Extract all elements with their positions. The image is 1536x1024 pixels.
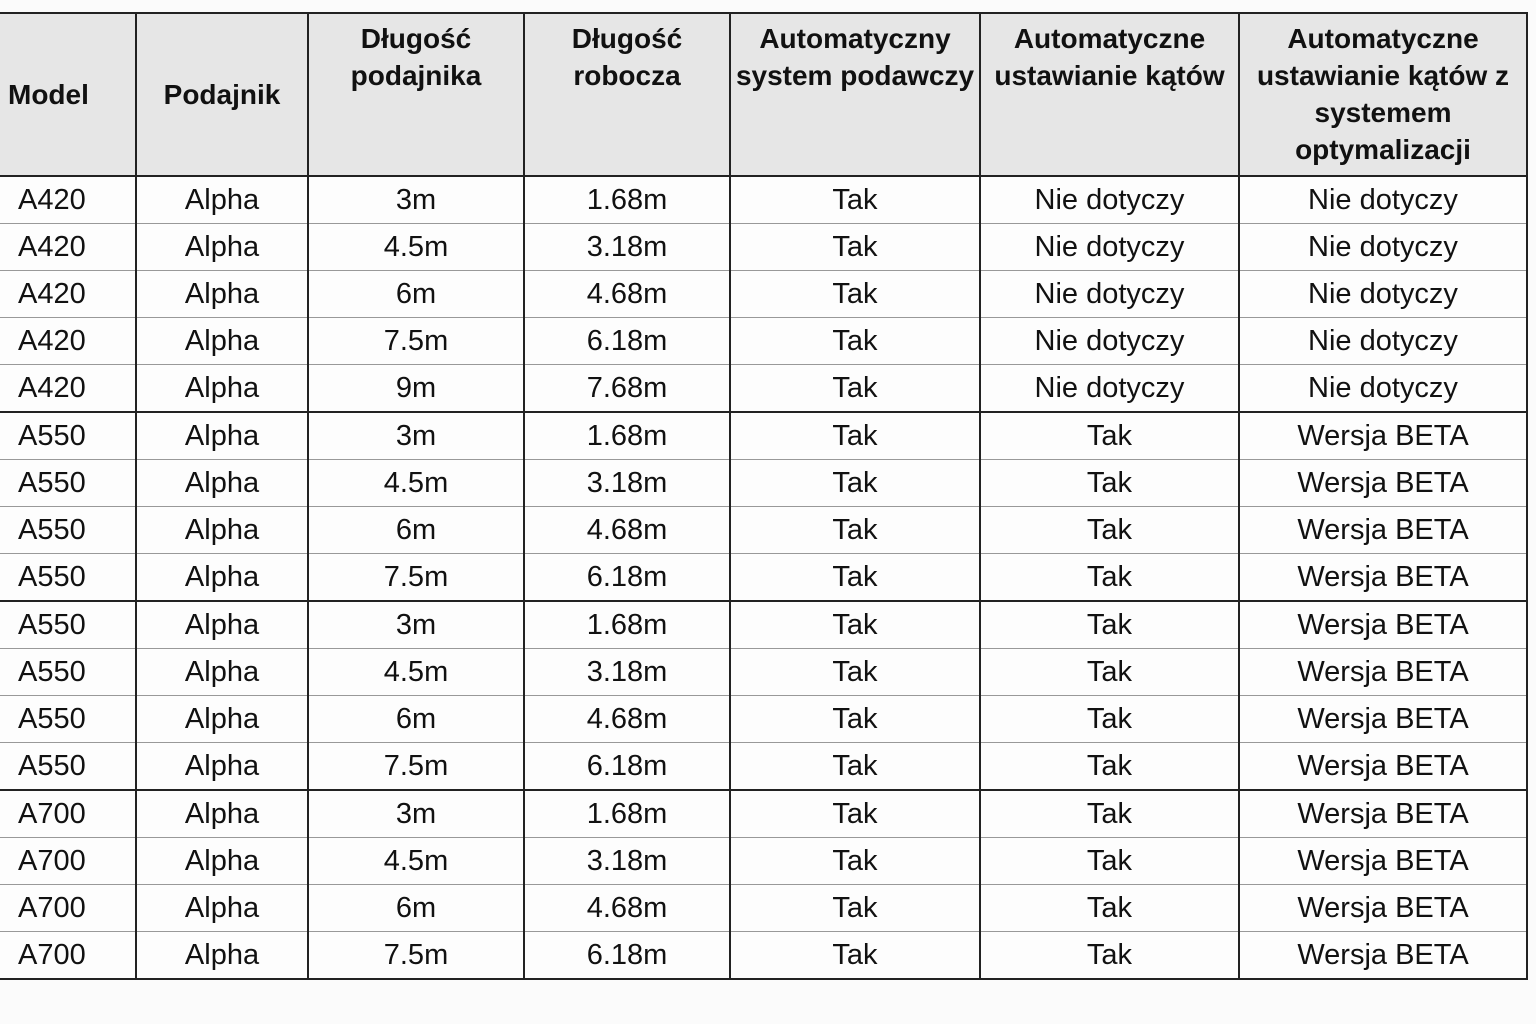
- cell-working-length: 7.68m: [524, 365, 730, 413]
- cell-auto-angle-opt: Wersja BETA: [1239, 838, 1527, 885]
- cell-feeder: Alpha: [136, 554, 308, 602]
- cell-auto-angle-opt: Nie dotyczy: [1239, 318, 1527, 365]
- cell-feeder-length: 9m: [308, 365, 524, 413]
- cell-auto-angle-opt: Wersja BETA: [1239, 790, 1527, 838]
- table-body: [0, 176, 1527, 979]
- cell-working-length: 1.68m: [524, 790, 730, 838]
- header-auto-angle-optimization: Automatyczne ustawianie kątów z systemem optymalizacji: [1239, 13, 1527, 176]
- cell-auto-angle: Tak: [980, 554, 1239, 602]
- cell-model: A550: [0, 507, 136, 554]
- cell-model: A550: [0, 554, 136, 602]
- table-row: [0, 601, 1527, 649]
- cell-auto-angle-opt: Wersja BETA: [1239, 460, 1527, 507]
- cell-model: A550: [0, 460, 136, 507]
- cell-auto-feed: Tak: [730, 460, 980, 507]
- cell-feeder-length: 4.5m: [308, 649, 524, 696]
- cell-auto-angle: Nie dotyczy: [980, 365, 1239, 413]
- cell-auto-angle-opt: Wersja BETA: [1239, 601, 1527, 649]
- header-feeder-length: Długość podajnika: [308, 13, 524, 176]
- cell-auto-feed: Tak: [730, 601, 980, 649]
- header-auto-feed-system: Automatyczny system podawczy: [730, 13, 980, 176]
- cell-model: A550: [0, 601, 136, 649]
- cell-auto-angle: Nie dotyczy: [980, 318, 1239, 365]
- cell-auto-angle: Tak: [980, 885, 1239, 932]
- cell-auto-angle-opt: Nie dotyczy: [1239, 271, 1527, 318]
- header-auto-angle-setting: Automatyczne ustawianie kątów: [980, 13, 1239, 176]
- cell-working-length: 6.18m: [524, 318, 730, 365]
- cell-auto-angle: Tak: [980, 696, 1239, 743]
- cell-feeder: Alpha: [136, 460, 308, 507]
- cell-auto-angle: Nie dotyczy: [980, 271, 1239, 318]
- table-row: [0, 507, 1527, 554]
- cell-working-length: 4.68m: [524, 696, 730, 743]
- cell-model: A700: [0, 885, 136, 932]
- cell-auto-angle: Nie dotyczy: [980, 176, 1239, 224]
- header-row: [0, 13, 1527, 176]
- cell-auto-angle-opt: Wersja BETA: [1239, 507, 1527, 554]
- cell-feeder: Alpha: [136, 507, 308, 554]
- cell-auto-feed: Tak: [730, 271, 980, 318]
- table-row: [0, 696, 1527, 743]
- cell-model: A550: [0, 696, 136, 743]
- cell-working-length: 1.68m: [524, 601, 730, 649]
- table-row: [0, 176, 1527, 224]
- cell-auto-feed: Tak: [730, 838, 980, 885]
- cell-working-length: 4.68m: [524, 885, 730, 932]
- cell-model: A420: [0, 224, 136, 271]
- cell-auto-feed: Tak: [730, 176, 980, 224]
- cell-auto-feed: Tak: [730, 224, 980, 271]
- cell-auto-angle: Nie dotyczy: [980, 224, 1239, 271]
- cell-feeder-length: 4.5m: [308, 460, 524, 507]
- cell-feeder-length: 6m: [308, 885, 524, 932]
- cell-auto-angle: Tak: [980, 932, 1239, 980]
- cell-model: A550: [0, 412, 136, 460]
- cell-auto-angle-opt: Wersja BETA: [1239, 932, 1527, 980]
- cell-working-length: 6.18m: [524, 932, 730, 980]
- cell-feeder-length: 3m: [308, 176, 524, 224]
- cell-auto-angle: Tak: [980, 838, 1239, 885]
- cell-auto-feed: Tak: [730, 790, 980, 838]
- cell-feeder-length: 7.5m: [308, 554, 524, 602]
- cell-auto-angle: Tak: [980, 743, 1239, 791]
- cell-auto-feed: Tak: [730, 365, 980, 413]
- cell-working-length: 6.18m: [524, 554, 730, 602]
- table-row: [0, 412, 1527, 460]
- cell-model: A550: [0, 743, 136, 791]
- table-row: [0, 885, 1527, 932]
- cell-auto-feed: Tak: [730, 507, 980, 554]
- cell-feeder-length: 6m: [308, 507, 524, 554]
- cell-feeder: Alpha: [136, 271, 308, 318]
- table-row: [0, 460, 1527, 507]
- cell-auto-angle-opt: Wersja BETA: [1239, 696, 1527, 743]
- cell-feeder: Alpha: [136, 318, 308, 365]
- cell-auto-angle-opt: Wersja BETA: [1239, 554, 1527, 602]
- cell-model: A420: [0, 318, 136, 365]
- cell-model: A550: [0, 649, 136, 696]
- cell-feeder: Alpha: [136, 838, 308, 885]
- cell-auto-feed: Tak: [730, 885, 980, 932]
- cell-auto-angle-opt: Wersja BETA: [1239, 743, 1527, 791]
- cell-auto-angle-opt: Nie dotyczy: [1239, 176, 1527, 224]
- cell-model: A700: [0, 932, 136, 980]
- cell-feeder: Alpha: [136, 649, 308, 696]
- cell-feeder-length: 3m: [308, 412, 524, 460]
- cell-feeder-length: 4.5m: [308, 224, 524, 271]
- cell-model: A700: [0, 790, 136, 838]
- cell-auto-feed: Tak: [730, 932, 980, 980]
- table-row: [0, 554, 1527, 602]
- cell-feeder: Alpha: [136, 696, 308, 743]
- cell-auto-angle: Tak: [980, 507, 1239, 554]
- cell-feeder: Alpha: [136, 224, 308, 271]
- table-row: [0, 365, 1527, 413]
- cell-working-length: 3.18m: [524, 224, 730, 271]
- cell-working-length: 3.18m: [524, 838, 730, 885]
- cell-feeder: Alpha: [136, 932, 308, 980]
- cell-feeder: Alpha: [136, 790, 308, 838]
- cell-feeder: Alpha: [136, 743, 308, 791]
- cell-auto-angle-opt: Nie dotyczy: [1239, 224, 1527, 271]
- cell-auto-feed: Tak: [730, 743, 980, 791]
- table-row: [0, 649, 1527, 696]
- cell-feeder-length: 7.5m: [308, 932, 524, 980]
- cell-model: A420: [0, 271, 136, 318]
- cell-auto-feed: Tak: [730, 412, 980, 460]
- table-row: [0, 790, 1527, 838]
- cell-auto-angle: Tak: [980, 460, 1239, 507]
- cell-working-length: 1.68m: [524, 412, 730, 460]
- header-model: Model: [0, 13, 136, 176]
- cell-auto-angle: Tak: [980, 412, 1239, 460]
- cell-auto-feed: Tak: [730, 649, 980, 696]
- header-working-length: Długość robocza: [524, 13, 730, 176]
- cell-auto-angle-opt: Wersja BETA: [1239, 885, 1527, 932]
- cell-working-length: 1.68m: [524, 176, 730, 224]
- cell-auto-angle: Tak: [980, 601, 1239, 649]
- cell-feeder: Alpha: [136, 601, 308, 649]
- cell-feeder-length: 3m: [308, 601, 524, 649]
- cell-working-length: 3.18m: [524, 649, 730, 696]
- table-row: [0, 224, 1527, 271]
- cell-auto-angle: Tak: [980, 790, 1239, 838]
- cell-model: A700: [0, 838, 136, 885]
- cell-feeder: Alpha: [136, 885, 308, 932]
- table-row: [0, 932, 1527, 980]
- cell-working-length: 4.68m: [524, 507, 730, 554]
- cell-feeder-length: 7.5m: [308, 743, 524, 791]
- cell-feeder: Alpha: [136, 412, 308, 460]
- cell-feeder-length: 3m: [308, 790, 524, 838]
- cell-auto-feed: Tak: [730, 318, 980, 365]
- cell-feeder-length: 6m: [308, 696, 524, 743]
- cell-auto-angle: Tak: [980, 649, 1239, 696]
- cell-auto-angle-opt: Wersja BETA: [1239, 412, 1527, 460]
- cell-auto-angle-opt: Wersja BETA: [1239, 649, 1527, 696]
- table-row: [0, 271, 1527, 318]
- cell-model: A420: [0, 365, 136, 413]
- cell-working-length: 3.18m: [524, 460, 730, 507]
- cell-feeder: Alpha: [136, 365, 308, 413]
- cell-feeder-length: 7.5m: [308, 318, 524, 365]
- table-row: [0, 318, 1527, 365]
- cell-model: A420: [0, 176, 136, 224]
- spec-table: [0, 12, 1528, 980]
- header-feeder: Podajnik: [136, 13, 308, 176]
- cell-feeder-length: 4.5m: [308, 838, 524, 885]
- cell-auto-feed: Tak: [730, 696, 980, 743]
- cell-auto-angle-opt: Nie dotyczy: [1239, 365, 1527, 413]
- table-row: [0, 743, 1527, 791]
- cell-working-length: 4.68m: [524, 271, 730, 318]
- table-row: [0, 838, 1527, 885]
- cell-feeder-length: 6m: [308, 271, 524, 318]
- cell-auto-feed: Tak: [730, 554, 980, 602]
- cell-working-length: 6.18m: [524, 743, 730, 791]
- cell-feeder: Alpha: [136, 176, 308, 224]
